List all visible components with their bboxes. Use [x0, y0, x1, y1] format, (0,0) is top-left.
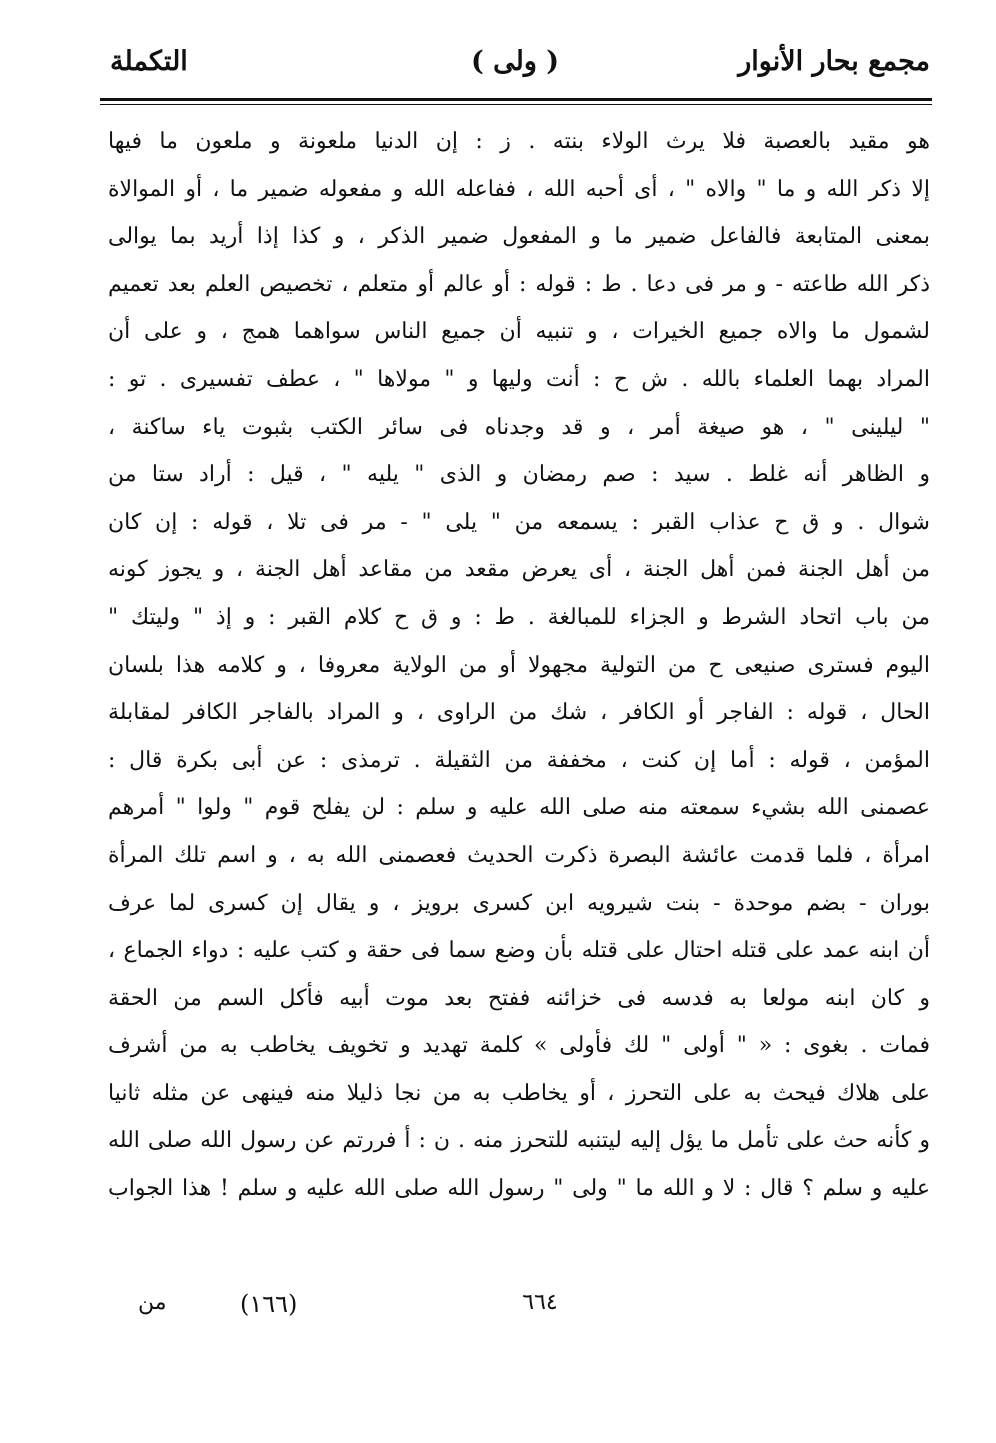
text-line: من أهل الجنة فمن أهل الجنة ، أى يعرض مقعد من مقاعد أهل الجنة ، و يجوز كونه: [108, 557, 930, 583]
text-line: " ليلينى " ، هو صيغة أمر ، و قد وجدناه فى سائر الكتب بثبوت ياء ساكنة ،: [108, 414, 930, 440]
text-line: بوران - بضم موحدة - بنت شيرويه ابن كسرى برويز ، و يقال إن كسرى لما عرف: [108, 890, 930, 916]
text-line: امرأة ، فلما قدمت عائشة البصرة ذكرت الحديث فعصمنى الله به ، و اسم تلك المرأة: [108, 842, 930, 868]
body-text: [108, 118, 930, 1213]
section-title: التكملة: [110, 46, 188, 77]
catchword: من: [138, 1290, 167, 1315]
book-title: مجمع بحار الأنوار: [738, 46, 930, 77]
text-line: عليه و سلم ؟ قال : لا و الله ما " ولى " رسول الله صلى الله عليه و سلم ! هذا الجواب: [108, 1176, 930, 1202]
text-line: و كان ابنه مولعا به فدسه فى خزائنه ففتح بعد موت أبيه فأكل السم من الحقة: [108, 985, 930, 1011]
header-rule-thick: [100, 98, 932, 101]
text-line: فمات . بغوى : « " أولى " لك فأولى » كلمة تهديد و تخويف يخاطب به من أشرف: [108, 1033, 930, 1059]
volume-mark: (١٦٦): [240, 1290, 298, 1318]
text-line: و الظاهر أنه غلط . سيد : صم رمضان و الذى " يليه " ، قيل : أراد ستا من: [108, 462, 930, 488]
text-line: و كأنه حث على تأمل ما يؤل إليه ليتنبه للتحرز منه . ن : أ فررتم عن رسول الله صلى الله: [108, 1128, 930, 1154]
text-line: عصمنى الله بشيء سمعته منه صلى الله عليه و سلم : لن يفلح قوم " ولوا " أمرهم: [108, 795, 930, 821]
text-line: من باب اتحاد الشرط و الجزاء للمبالغة . ط : و ق ح كلام القبر : و إذ " وليتك ": [108, 604, 930, 630]
text-line: المؤمن ، قوله : أما إن كنت ، مخففة من الثقيلة . ترمذى : عن أبى بكرة قال :: [108, 747, 930, 773]
entry-heading: ( ولى ): [470, 46, 560, 77]
text-line: إلا ذكر الله و ما " والاه " ، أى أحبه الله ، ففاعله الله و مفعوله ضمير ما ، أو الموالاة: [108, 176, 930, 202]
text-line: هو مقيد بالعصبة فلا يرث الولاء بنته . ز : إن الدنيا ملعونة و ملعون ما فيها: [108, 129, 930, 154]
text-line: على هلاك فيحث به على التحرز ، أو يخاطب به من نجا ذليلا منه فينهى عن مثله ثانيا: [108, 1080, 930, 1106]
header-rule-thin: [100, 104, 932, 105]
text-line: اليوم فسترى صنيعى ح من التولية مجهولا أو من الولاية معروفا ، و كلامه هذا بلسان: [108, 652, 930, 678]
text-line: بمعنى المتابعة فالفاعل ضمير ما و المفعول ضمير الذكر ، و كذا إذا أريد بما يوالى: [108, 224, 930, 250]
text-line: لشمول ما والاه جميع الخيرات ، و تنبيه أن جميع الناس سواهما همج ، و على أن: [108, 319, 930, 345]
text-line: الحال ، قوله : الفاجر أو الكافر ، شك من الراوى ، و المراد بالفاجر الكافر لمقابلة: [108, 700, 930, 726]
text-line: المراد بهما العلماء بالله . ش ح : أنت وليها و " مولاها " ، عطف تفسيرى . تو :: [108, 366, 930, 392]
page-header: [100, 46, 930, 96]
text-line: شوال . و ق ح عذاب القبر : يسمعه من " يلى " - مر فى تلا ، قوله : إن كان: [108, 509, 930, 535]
page-footer: [120, 1290, 880, 1330]
text-line: أن ابنه عمد على قتله احتال على قتله بأن وضع سما فى حقة و كتب عليه : دواء الجماع ،: [108, 938, 930, 964]
page-number: ٦٦٤: [522, 1290, 558, 1315]
text-line: ذكر الله طاعته - و مر فى دعا . ط : قوله : أو عالم أو متعلم ، تخصيص العلم بعد تعميم: [108, 271, 930, 297]
